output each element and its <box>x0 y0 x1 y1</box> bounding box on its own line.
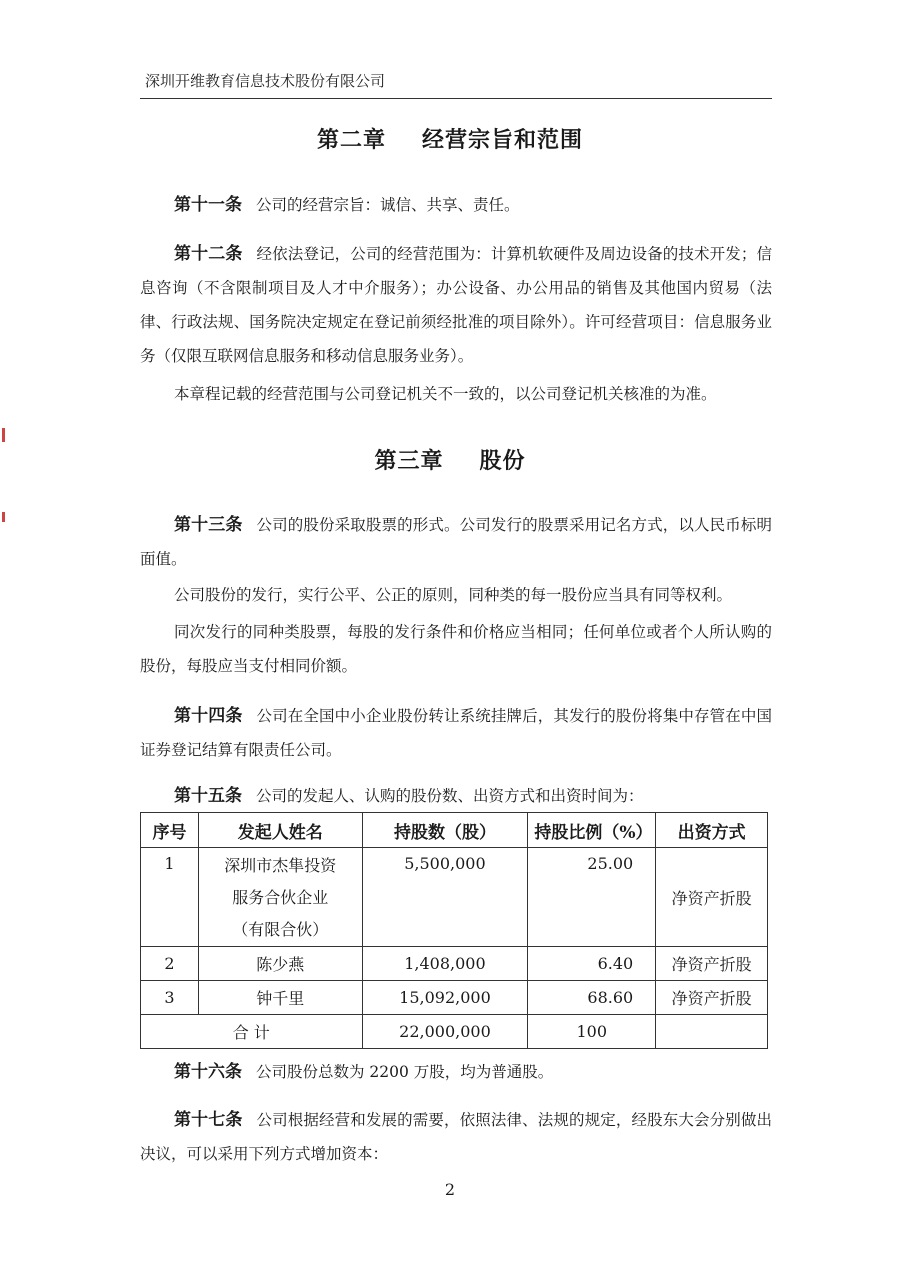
cell-total-ratio: 100 <box>528 1015 656 1049</box>
article-13-p2: 公司股份的发行，实行公平、公正的原则，同种类的每一股份应当具有同等权利。 <box>174 586 733 604</box>
article-13 <box>140 508 772 576</box>
table-total-row <box>141 1015 768 1049</box>
chapter-title: 经营宗旨和范围 <box>422 127 584 153</box>
cell-shares: 5,500,000 <box>362 848 528 947</box>
table-header-row <box>141 813 768 848</box>
article-15 <box>140 779 772 813</box>
article-12-note: 本章程记载的经营范围与公司登记机关不一致的，以公司登记机关核准的为准。 <box>174 385 717 403</box>
cell-total-shares: 22,000,000 <box>362 1015 528 1049</box>
article-16 <box>140 1055 772 1089</box>
article-13-p3: 同次发行的同种类股票，每股的发行条件和价格应当相同；任何单位或者个人所认购的股份，每股应当支付相同价额。 <box>140 623 772 675</box>
cell-seq: 3 <box>141 981 199 1015</box>
chapter-title: 股份 <box>479 448 526 474</box>
running-header: 深圳开维教育信息技术股份有限公司 <box>145 72 386 90</box>
article-text: 公司的发起人、认购的股份数、出资方式和出资时间为： <box>256 787 644 805</box>
cell-ratio: 25.00 <box>528 848 656 947</box>
cell-method: 净资产折股 <box>656 848 768 947</box>
article-text: 公司的经营宗旨：诚信、共享、责任。 <box>256 196 520 214</box>
cell-seq: 2 <box>141 947 199 981</box>
article-label: 第十七条 <box>174 1110 243 1130</box>
header-seq: 序号 <box>141 813 199 848</box>
header-method: 出资方式 <box>656 813 768 848</box>
cell-name: 陈少燕 <box>198 947 362 981</box>
cell-name <box>198 848 362 947</box>
cell-ratio: 6.40 <box>528 947 656 981</box>
article-17 <box>140 1103 772 1171</box>
table-row <box>141 947 768 981</box>
page-number: 2 <box>444 1180 456 1199</box>
article-label: 第十五条 <box>174 786 242 806</box>
article-text: 公司在全国中小企业股份转让系统挂牌后，其发行的股份将集中存管在中国证券登记结算有限责任公司。 <box>140 707 772 759</box>
header-name: 发起人姓名 <box>198 813 362 848</box>
table-row <box>141 981 768 1015</box>
article-label: 第十六条 <box>174 1062 242 1082</box>
scan-mark <box>2 428 5 442</box>
article-label: 第十二条 <box>174 244 243 264</box>
article-11 <box>140 188 772 222</box>
article-text: 公司股份总数为 2200 万股，均为普通股。 <box>256 1063 554 1081</box>
cell-name: 钟千里 <box>198 981 362 1015</box>
header-shares: 持股数（股） <box>362 813 528 848</box>
header-divider <box>140 98 772 99</box>
chapter-number: 第二章 <box>316 127 386 153</box>
scan-mark <box>2 512 5 522</box>
shareholder-table <box>140 812 768 1049</box>
cell-ratio: 68.60 <box>528 981 656 1015</box>
chapter-2-heading <box>0 123 900 154</box>
article-label: 第十一条 <box>174 195 242 215</box>
chapter-3-heading <box>0 444 900 475</box>
article-text: 经依法登记，公司的经营范围为：计算机软硬件及周边设备的技术开发；信息咨询（不含限制项目及人才中介服务）；办公设备、办公用品的销售及其他国内贸易（法律、行政法规、国务院决定规定在登记前须经批准的项目除外）。许可经营项目：信息服务业务（仅限互联网信息服务和移动信息服务业务）。 <box>140 245 772 365</box>
article-label: 第十四条 <box>174 706 243 726</box>
cell-shares: 1,408,000 <box>362 947 528 981</box>
header-ratio: 持股比例（%） <box>528 813 656 848</box>
article-label: 第十三条 <box>174 515 243 535</box>
article-14 <box>140 699 772 767</box>
cell-shares: 15,092,000 <box>362 981 528 1015</box>
cell-method: 净资产折股 <box>656 981 768 1015</box>
cell-method: 净资产折股 <box>656 947 768 981</box>
cell-total-method <box>656 1015 768 1049</box>
name-line: 深圳市杰隼投资 <box>224 856 337 875</box>
name-line: （有限合伙） <box>232 920 329 939</box>
cell-seq: 1 <box>141 848 199 947</box>
article-text: 公司根据经营和发展的需要，依照法律、法规的规定，经股东大会分别做出决议，可以采用下列方式增加资本： <box>140 1111 772 1163</box>
article-12 <box>140 237 772 373</box>
article-text: 公司的股份采取股票的形式。公司发行的股票采用记名方式，以人民币标明面值。 <box>140 516 772 568</box>
name-line: 服务合伙企业 <box>232 888 329 907</box>
chapter-number: 第三章 <box>374 448 444 474</box>
table-row <box>141 848 768 947</box>
cell-total-label: 合 计 <box>141 1015 363 1049</box>
